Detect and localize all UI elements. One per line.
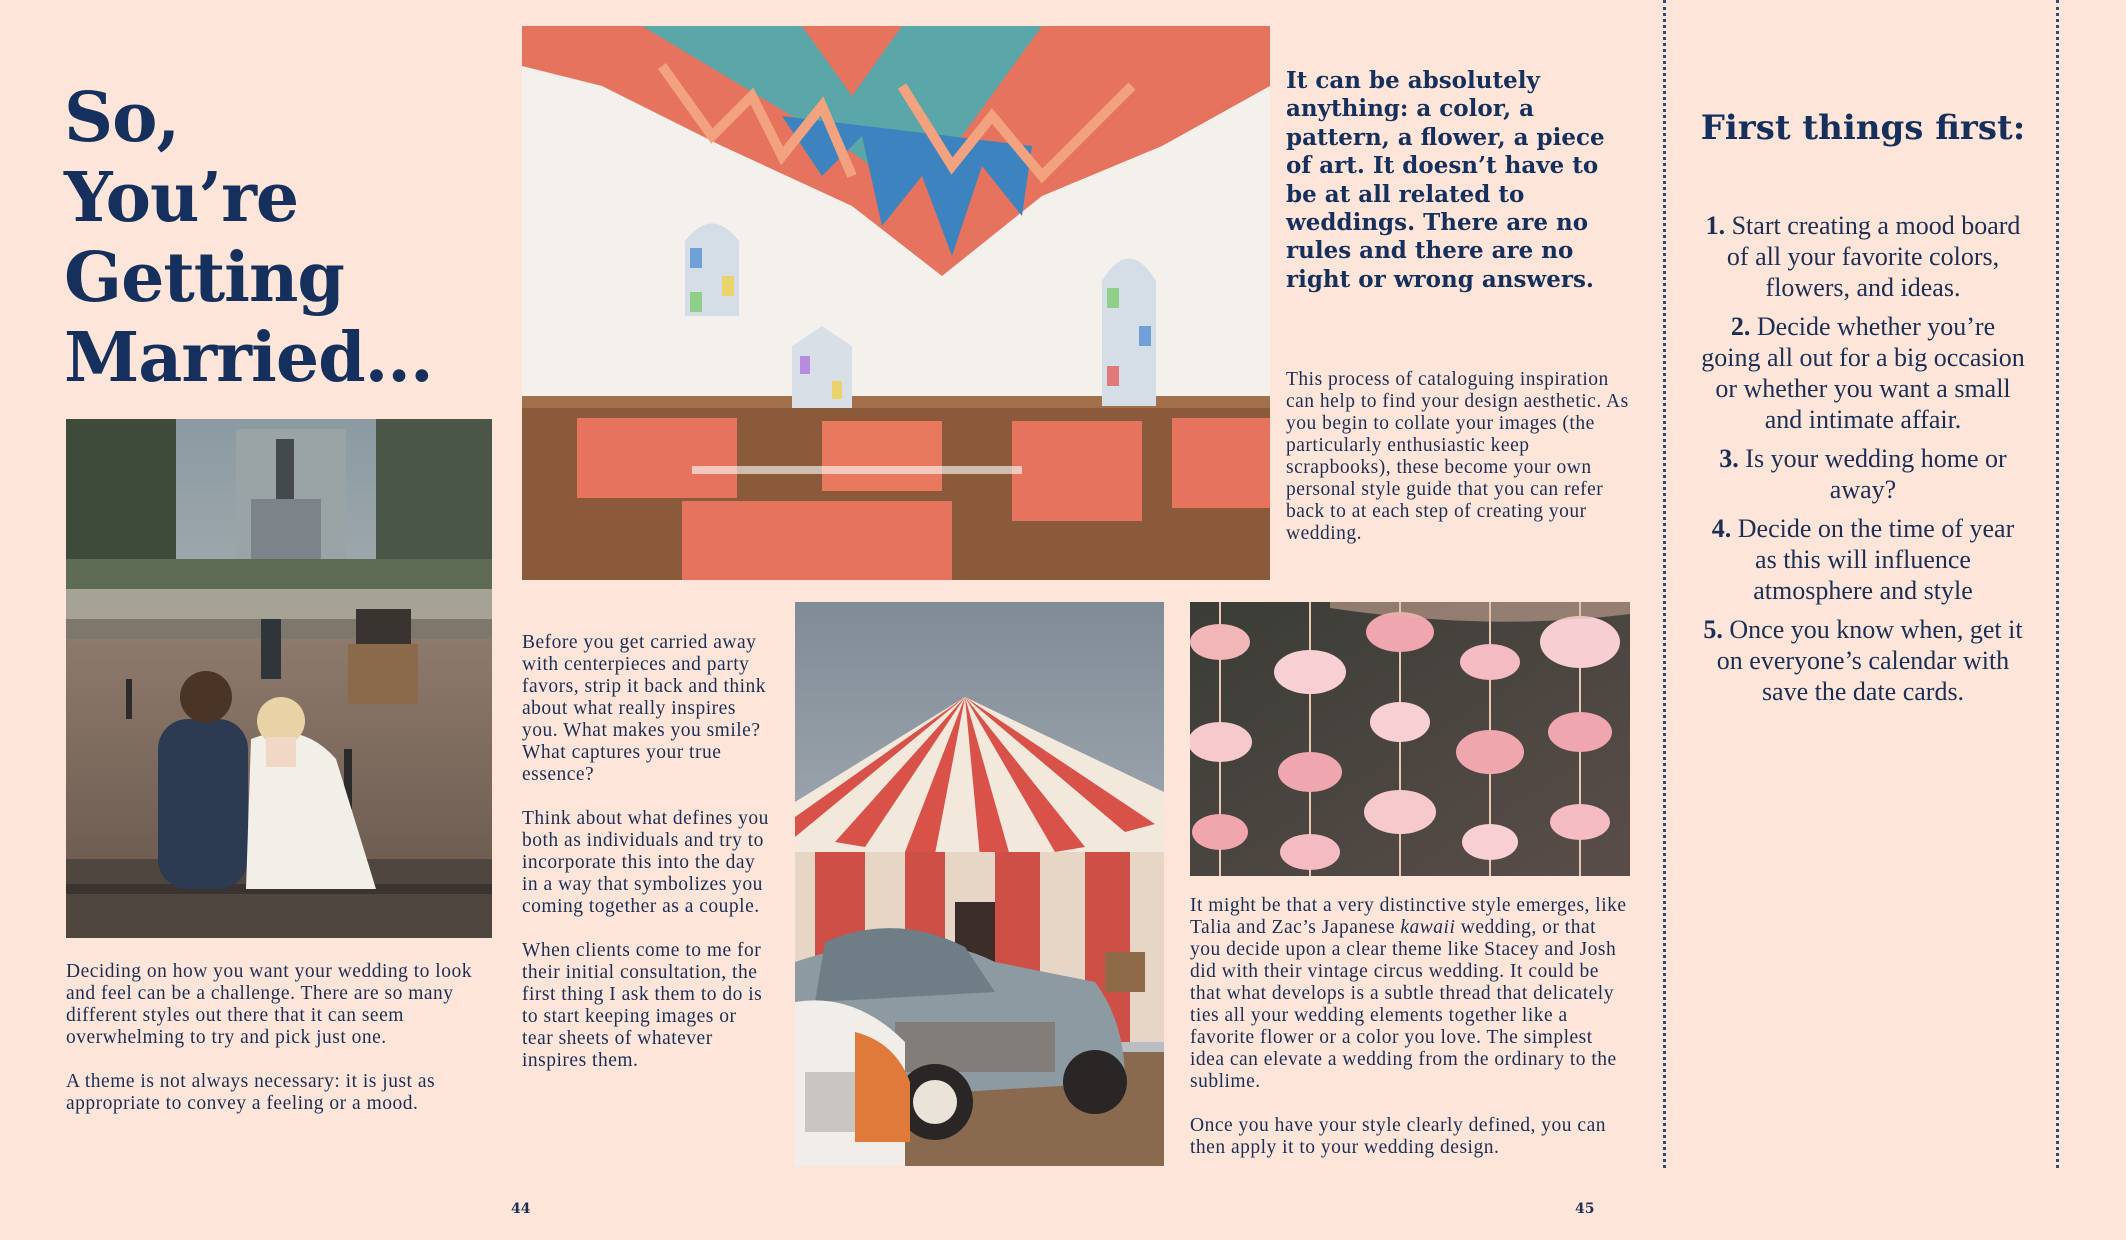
checklist-number: 2. xyxy=(1730,312,1751,341)
circus-tent-vintage-car-photo xyxy=(795,602,1164,1166)
title-line: You’re xyxy=(64,158,299,238)
page-number-right: 45 xyxy=(1575,1201,1595,1217)
decorated-hall-photo xyxy=(522,26,1270,580)
checklist-text: Start creating a mood board of all your favorite colors, flowers, and ideas. xyxy=(1726,211,2021,302)
paper-flower-garland-photo xyxy=(1190,602,1630,876)
checklist-number: 3. xyxy=(1719,444,1739,473)
intro-paragraph: Deciding on how you want your wedding to look and feel can be a challenge. There are so many different styles out there that it can seem overwhelming to try and pick just one. xyxy=(66,961,472,1048)
style-paragraph: Once you have your style clearly defined, you can then apply it to your wedding design. xyxy=(1190,1115,1606,1158)
process-text xyxy=(1286,369,1631,545)
checklist-number: 1. xyxy=(1705,211,1726,240)
sidebar-divider xyxy=(2056,0,2060,1168)
checklist-text: Decide whether you’re going all out for a big occasion or whether you want a small and intimate affair. xyxy=(1701,312,2025,434)
inspiration-paragraph: Think about what defines you both as individuals and try to incorporate this into the day in a way that symbolizes you coming together as a couple. xyxy=(522,808,769,917)
style-paragraph xyxy=(1190,895,1630,1093)
page-title xyxy=(64,78,514,398)
title-line: So, xyxy=(64,78,180,158)
kawaii-term: kawaii xyxy=(1400,917,1456,938)
style-text xyxy=(1190,895,1630,1159)
checklist-item xyxy=(1700,614,2026,707)
inspiration-paragraph: When clients come to me for their initial consultation, the first thing I ask them to do is to start keeping images or tear sheets of whatever inspires them. xyxy=(522,940,763,1071)
checklist-text: Decide on the time of year as this will influence atmosphere and style xyxy=(1737,514,2015,605)
sidebar-divider xyxy=(1663,0,1667,1168)
title-line: Getting xyxy=(64,238,344,318)
checklist-item xyxy=(1700,513,2026,606)
page-number-left: 44 xyxy=(511,1201,531,1217)
inspiration-text xyxy=(522,632,772,1072)
checklist-text: Once you know when, get it on everyone’s calendar with save the date cards. xyxy=(1716,615,2023,706)
checklist-item xyxy=(1700,443,2026,505)
style-text-segment: wedding, or that you decide upon a clear theme like Stacey and Josh did with their vintage circus wedding. It could be that what develops is a subtle thread that delicately ties all your wedding elements together like a favorite flower or a color you love. The simplest idea can elevate a wedding from the ordinary to the sublime. xyxy=(1190,917,1617,1092)
process-paragraph: This process of cataloguing inspiration can help to find your design aesthetic. As you begin to collate your images (the particularly enthusiastic keep scrapbooks), these become your own personal style guide that you can refer back to at each step of creating your wedding. xyxy=(1286,369,1629,544)
checklist-item xyxy=(1700,311,2026,435)
checklist-number: 5. xyxy=(1703,615,1723,644)
checklist-text: Is your wedding home or away? xyxy=(1745,444,2007,504)
checklist-item xyxy=(1700,210,2026,303)
couple-photo xyxy=(66,419,492,938)
inspiration-paragraph: Before you get carried away with centerpieces and party favors, strip it back and think about what really inspires you. What makes you smile? What captures your true essence? xyxy=(522,632,767,785)
intro-paragraph: A theme is not always necessary: it is just as appropriate to convey a feeling or a mood. xyxy=(66,1071,436,1114)
intro-text xyxy=(66,961,506,1115)
checklist-number: 4. xyxy=(1711,514,1732,543)
pull-quote: It can be absolutely anything: a color, a pattern, a flower, a piece of art. It doesn’t have to be at all related to weddings. There are no rules and there are no right or wrong answers. xyxy=(1286,67,1605,293)
title-line: Married... xyxy=(64,318,433,398)
style-text-segment: It might be that a very distinctive style emerges, like Talia and Zac’s Japanese xyxy=(1190,895,1627,938)
checklist xyxy=(1700,210,2026,715)
sidebar-title: First things first: xyxy=(1700,108,2026,148)
